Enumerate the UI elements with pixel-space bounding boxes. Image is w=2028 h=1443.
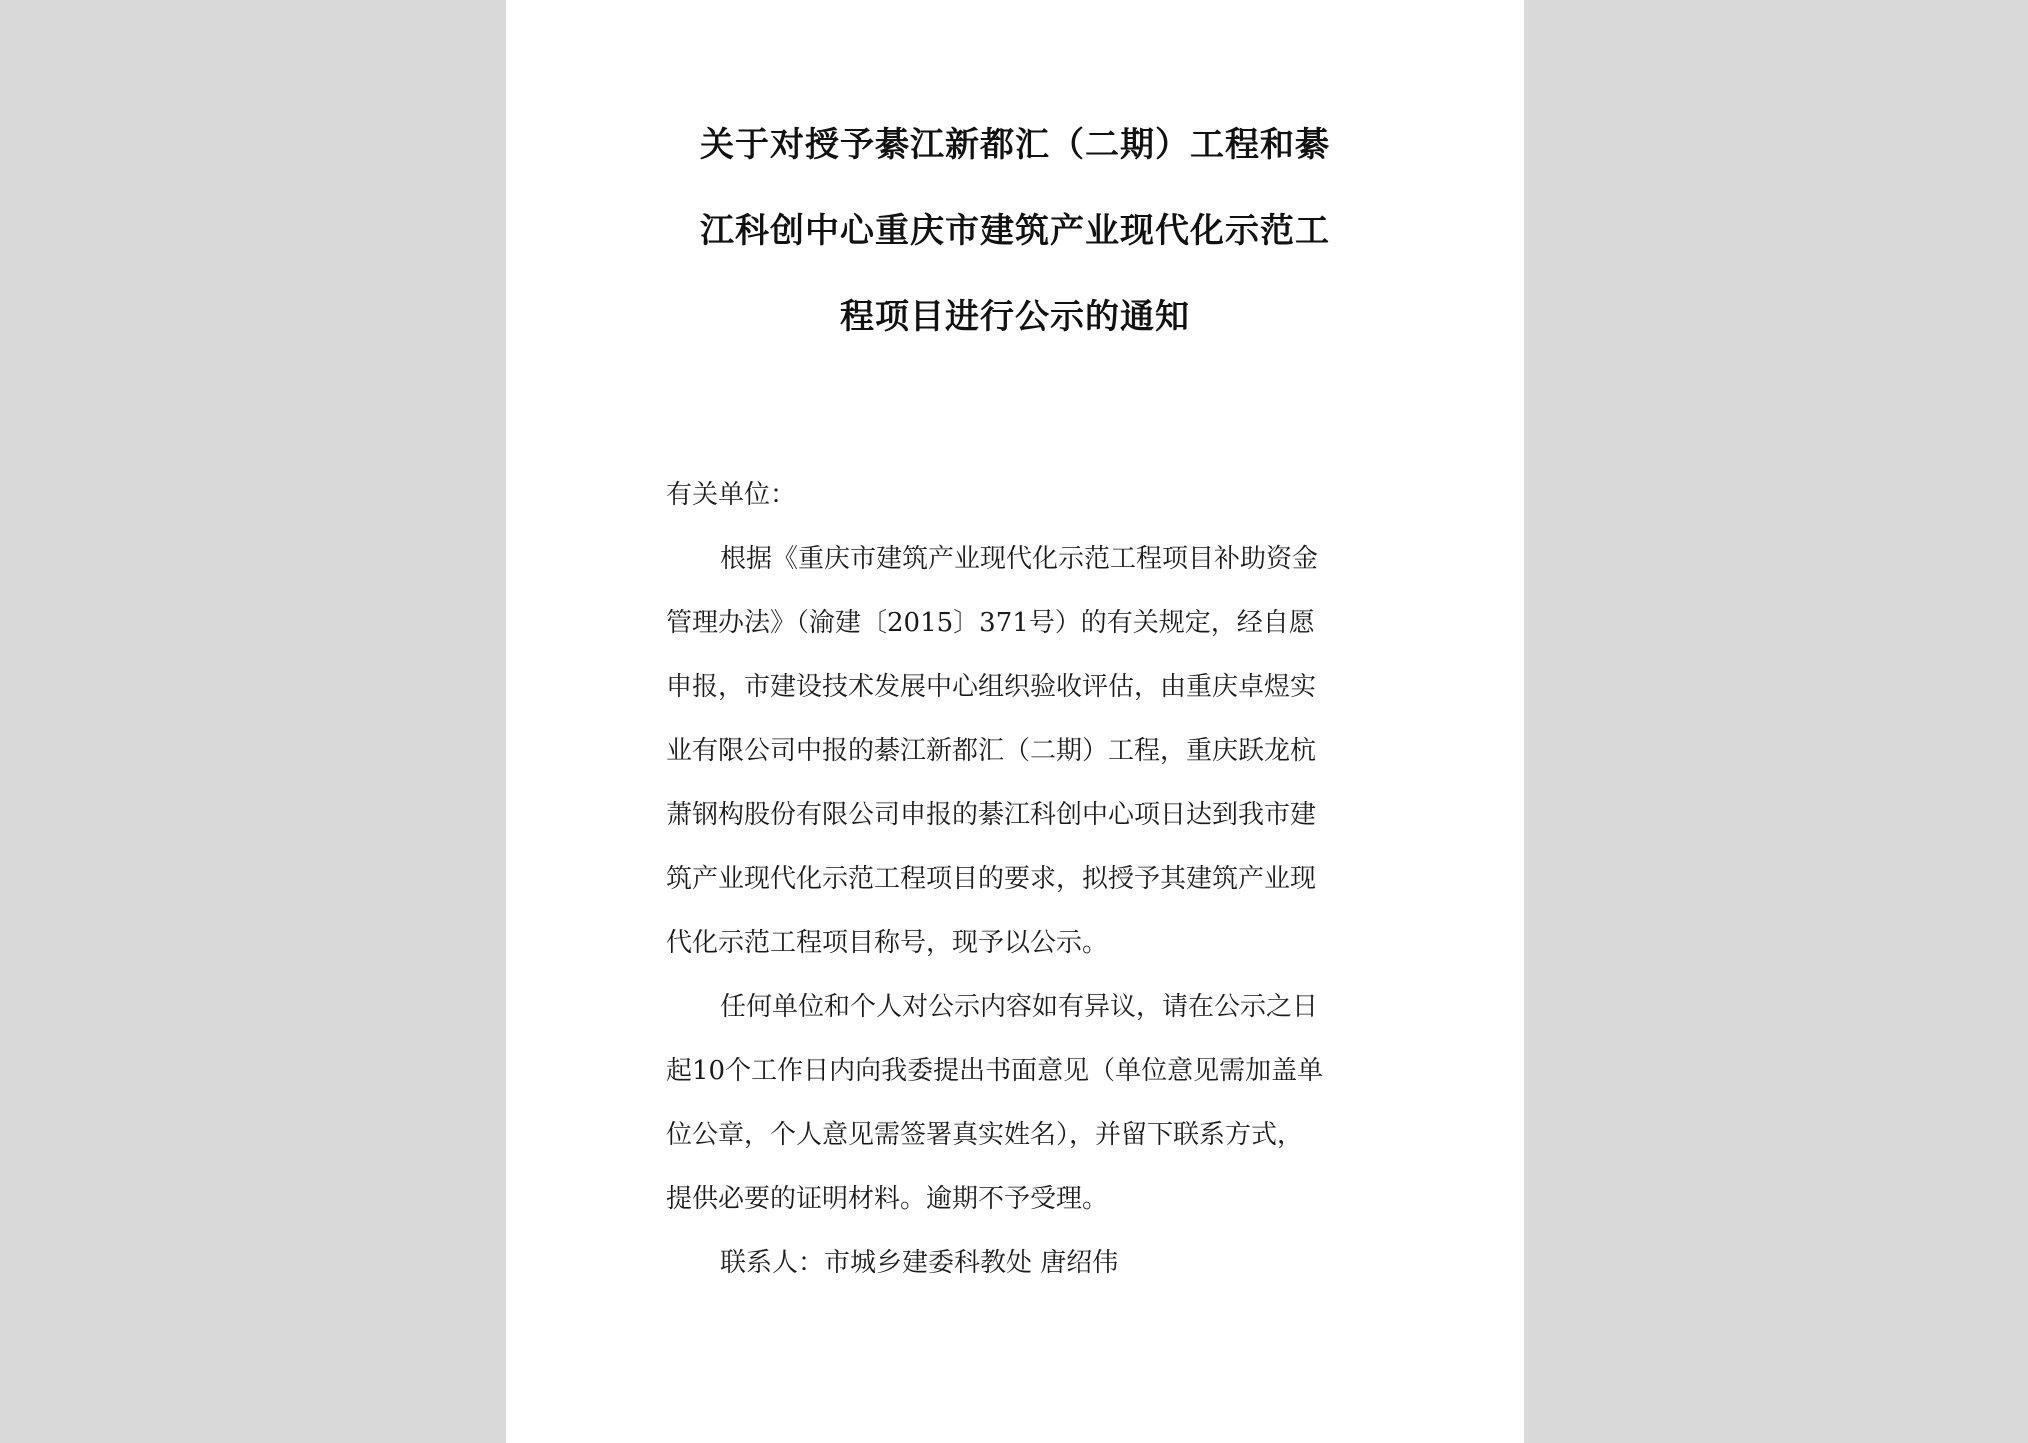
paragraph-2-line: 起10个工作日内向我委提出书面意见（单位意见需加盖单 bbox=[666, 1056, 1324, 1086]
document-title bbox=[506, 115, 1524, 373]
paragraph-2-line: 提供必要的证明材料。逾期不予受理。 bbox=[666, 1184, 1109, 1214]
paragraph-1-line: 萧钢构股份有限公司申报的綦江科创中心项日达到我市建 bbox=[666, 800, 1317, 830]
contact-line: 联系人：市城乡建委科教处 唐绍伟 bbox=[720, 1248, 1119, 1278]
paragraph-1-line: 根据《重庆市建筑产业现代化示范工程项目补助资金 bbox=[720, 544, 1319, 574]
title-line: 程项目进行公示的通知 bbox=[840, 297, 1190, 337]
document-page bbox=[506, 0, 1524, 1443]
paragraph-1-line: 业有限公司中报的綦江新都汇（二期）工程，重庆跃龙杭 bbox=[666, 736, 1317, 766]
paragraph-1-line: 申报，市建设技术发展中心组织验收评估，由重庆卓煜实 bbox=[666, 672, 1317, 702]
title-line: 江科创中心重庆市建筑产业现代化示范工 bbox=[700, 211, 1330, 251]
paragraph-1-line: 筑产业现代化示范工程项目的要求，拟授予其建筑产业现 bbox=[666, 864, 1317, 894]
paragraph-1-line: 代化示范工程项目称号，现予以公示。 bbox=[666, 928, 1109, 958]
paragraph-2-line: 任何单位和个人对公示内容如有异议，请在公示之日 bbox=[720, 992, 1319, 1022]
paragraph-1-line: 管理办法》（渝建〔2015〕371号）的有关规定，经自愿 bbox=[666, 608, 1315, 638]
document-body bbox=[666, 472, 1366, 1304]
title-line: 关于对授予綦江新都汇（二期）工程和綦 bbox=[700, 125, 1330, 165]
salutation: 有关单位： bbox=[666, 480, 797, 510]
paragraph-2-line: 位公章，个人意见需签署真实姓名），并留下联系方式， bbox=[666, 1120, 1304, 1150]
